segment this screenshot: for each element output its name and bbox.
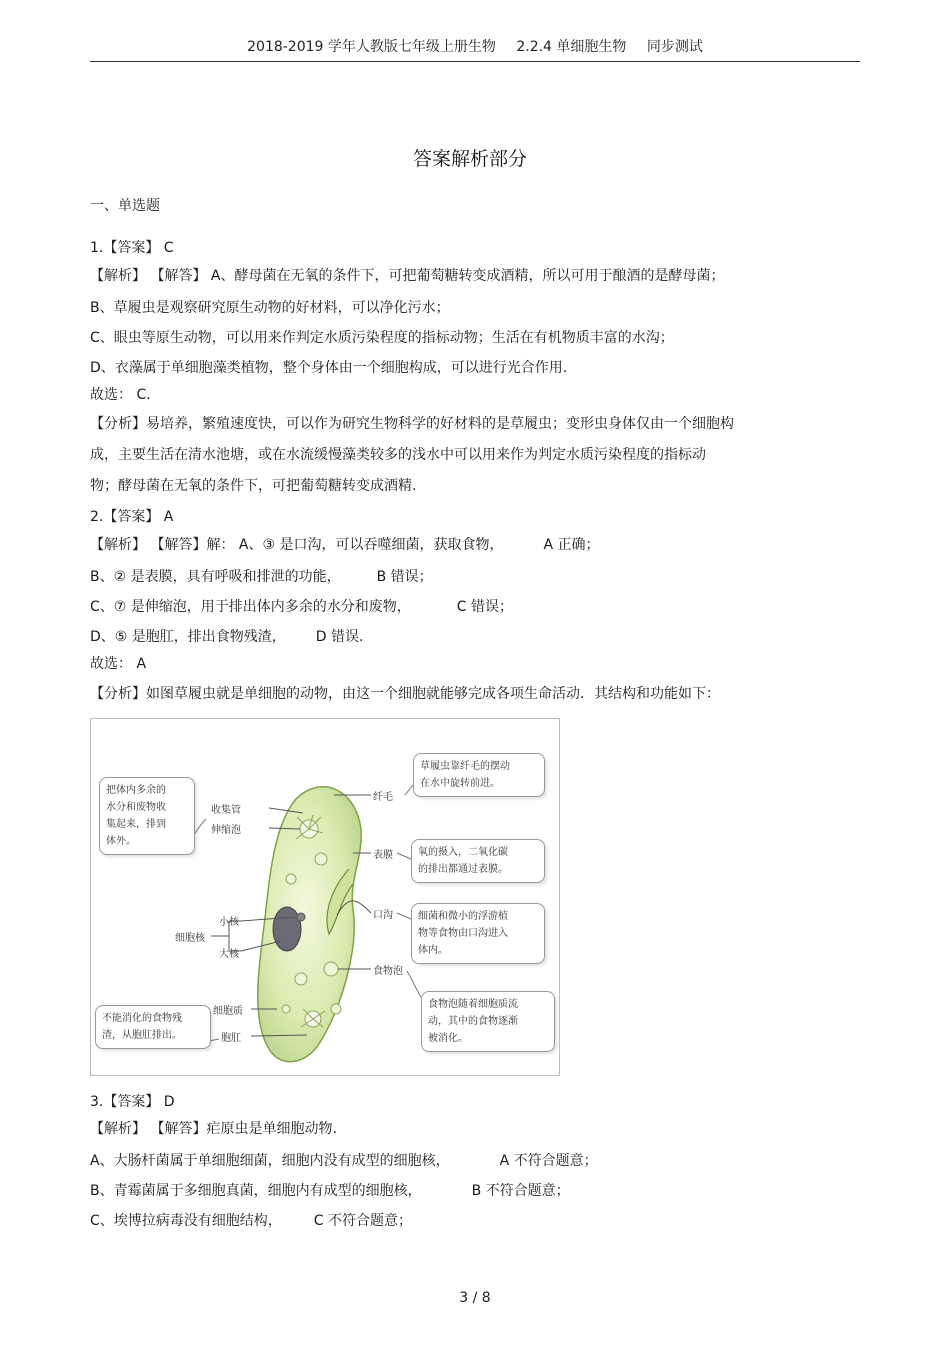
label-cytoplasm: 细胞质 [213,1006,243,1017]
q2-line-4 [90,627,363,647]
page-number: 3 / 8 [459,1290,491,1306]
callout-oral-groove-line-2: 物等食物由口沟进入 [418,928,508,939]
callout-contractile-vacuole-line-3: 集起来，排到 [106,819,166,830]
q2-line-3-text: C、⑦ 是伸缩泡，用于排出体内多余的水分和废物， [90,599,411,615]
callout-anal-pore-line-2: 渣，从胞肛排出。 [102,1030,182,1041]
callout-food-vacuole-line-1: 食物泡随着细胞质流 [428,999,518,1010]
callout-cilia-line-1: 草履虫靠纤毛的摆动 [420,761,510,772]
connector-right-3 [397,913,411,919]
label-pellicle: 表膜 [373,850,393,861]
callout-contractile-vacuole-line-2: 水分和废物收 [106,802,166,813]
header-divider [90,61,860,62]
header-chapter: 2.2.4 单细胞生物 [516,39,627,55]
q3-line-2-text: A、大肠杆菌属于单细胞细菌，细胞内没有成型的细胞核， [90,1153,450,1169]
header-course: 2018-2019 学年人教版七年级上册生物 [247,39,496,55]
q2-line-2 [90,567,433,587]
connector-right-4 [407,971,421,997]
callout-food-vacuole-line-3: 被消化。 [428,1033,468,1044]
q3-line-4-verdict: C 不符合题意； [313,1213,413,1229]
q2-choice: 故选： A [90,656,147,672]
connector-right-2 [397,853,411,859]
q3-line-3-verdict: B 不符合题意； [471,1183,570,1199]
callout-cilia [413,753,545,797]
q3-line-2-verdict: A 不符合题意； [499,1153,598,1169]
q1-line-2: B、草履虫是观察研究原生动物的好材料，可以净化污水； [90,300,450,316]
q1-line-3: C、眼虫等原生动物，可以用来作判定水质污染程度的指标动物；生活在有机物质丰富的水沟； [90,330,674,346]
header-type: 同步测试 [646,39,703,55]
q1-line-4: D、衣藻属于单细胞藻类植物，整个身体由一个细胞构成，可以进行光合作用. [90,360,568,376]
q2-line-3-verdict: C 错误； [456,599,514,615]
q3-line-3-text: B、青霉菌属于多细胞真菌，细胞内有成型的细胞核， [90,1183,422,1199]
label-macronucleus: 大核 [219,949,239,960]
callout-contractile-vacuole-line-1: 把体内多余的 [106,785,166,796]
q3-line-1: 【解析】 【解答】疟原虫是单细胞动物. [90,1121,337,1137]
q2-line-1-verdict: A 正确； [543,537,600,553]
q2-answer: 2.【答案】 A [90,509,174,525]
page-header [90,36,860,56]
section-heading: 一、单选题 [90,198,160,214]
callout-contractile-vacuole-line-4: 体外。 [106,836,136,847]
food-vacuole-6 [282,1005,290,1013]
label-cilia: 纤毛 [373,792,393,803]
q2-line-4-text: D、⑤ 是胞肛，排出食物残渣， [90,629,286,645]
q3-answer: 3.【答案】 D [90,1094,175,1110]
q1-answer: 1.【答案】 C [90,240,174,256]
food-vacuole-2 [295,973,307,985]
q1-analysis-2: 成，主要生活在清水池塘，或在水流缓慢藻类较多的浅水中可以用来作为判定水质污染程度的指标动 [90,447,706,463]
connector-right-1 [405,785,413,795]
food-vacuole-1 [324,962,338,976]
q3-line-2 [90,1151,598,1171]
macronucleus-shape [273,907,301,951]
callout-oral-groove-line-3: 体内。 [418,945,448,956]
paramecium-diagram [90,718,560,1076]
label-contractile-vacuole: 伸缩泡 [211,825,241,836]
micronucleus-shape [297,913,305,921]
q2-analysis: 【分析】如图草履虫就是单细胞的动物，由这一个细胞就能够完成各项生命活动．其结构和功能如下： [90,686,720,702]
q3-line-4-text: C、埃博拉病毒没有细胞结构， [90,1213,282,1229]
q2-line-2-text: B、② 是表膜，具有呼吸和排泄的功能， [90,569,341,585]
callout-pellicle-line-2: 的排出都通过表膜。 [418,864,508,875]
label-collecting-canal: 收集管 [211,805,241,816]
page-title: 答案解析部分 [412,148,527,170]
q1-choice: 故选： C. [90,387,151,403]
callout-anal-pore [95,1005,211,1049]
callout-oral-groove [411,903,545,964]
food-vacuole-3 [315,853,327,865]
callout-pellicle-line-1: 氧的摄入，二氧化碳 [418,847,508,858]
q1-analysis-3: 物；酵母菌在无氧的条件下，可把葡萄糖转变成酒精. [90,478,417,494]
label-food-vacuole: 食物泡 [373,966,403,977]
callout-oral-groove-line-1: 细菌和微小的浮游植 [418,911,508,922]
q3-line-3 [90,1181,570,1201]
q2-line-4-verdict: D 错误. [315,629,364,645]
q1-line-1: 【解析】 【解答】 A、酵母菌在无氧的条件下，可把葡萄糖转变成酒精，所以可用于酿酒的是酵母菌； [90,268,725,284]
label-micronucleus: 小核 [219,917,239,928]
callout-cilia-line-2: 在水中旋转前进。 [420,778,500,789]
food-vacuole-4 [286,874,296,884]
q2-line-1-text: 【解析】 【解答】解： A、③ 是口沟，可以吞噬细菌，获取食物， [90,537,504,553]
q2-line-2-verdict: B 错误； [376,569,433,585]
label-nucleus: 细胞核 [175,933,205,944]
q2-line-1 [90,535,600,555]
label-anal-pore: 胞肛 [221,1033,241,1044]
callout-food-vacuole [421,991,555,1052]
callout-food-vacuole-line-2: 动，其中的食物逐渐 [428,1016,518,1027]
q1-analysis-1: 【分析】易培养，繁殖速度快，可以作为研究生物科学的好材料的是草履虫；变形虫身体仅由一个细胞构 [90,416,734,432]
label-oral-groove: 口沟 [373,910,393,921]
q2-line-3 [90,597,513,617]
q3-line-4 [90,1211,412,1231]
callout-anal-pore-line-1: 不能消化的食物残 [102,1013,182,1024]
food-vacuole-5 [331,1004,341,1014]
callout-pellicle [411,839,545,883]
callout-contractile-vacuole [99,777,195,855]
